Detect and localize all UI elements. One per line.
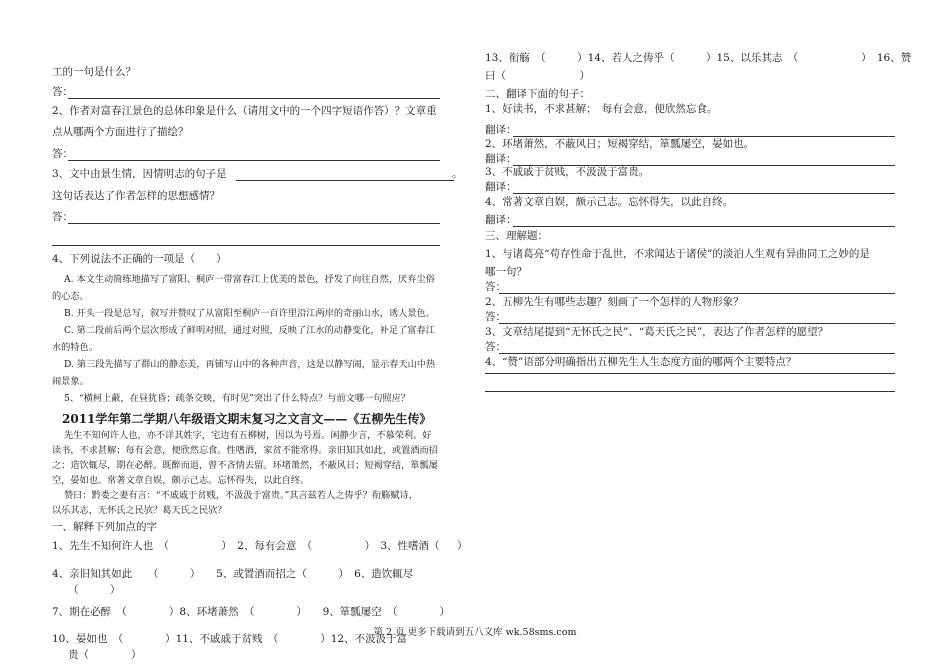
answer-line[interactable] (485, 373, 895, 374)
translate-item-1: 1、好读书，不求甚解； 每有会意，便欣然忘食。 (485, 103, 718, 115)
translate-label: 翻译： (485, 181, 517, 193)
answer-line[interactable] (499, 323, 895, 324)
answer-label: 答： (485, 311, 506, 323)
answer-line[interactable] (236, 180, 454, 181)
translate-item-4: 4、常著文章自娱，颇示己志。忘怀得失，以此自终。 (485, 196, 734, 208)
answer-label: 答： (52, 148, 73, 160)
answer-line[interactable] (513, 226, 895, 227)
option-d-line-1: D. 第三段先描写了群山的静态美，再铺写山中的各种声音，这是以静写闹，显示春天山中热 (64, 359, 436, 370)
passage-line: 读书，不求甚解；每有会意，便欣然忘食。性嗜酒，家贫不能常得。亲旧知其如此，或置酒而招 (52, 445, 438, 456)
understanding-1-line-1: 1、与诸葛亮“苟存性命于乱世，不求闻达于诸侯”的淡泊人生观有异曲同工之妙的是 (485, 248, 870, 260)
section-heading-1: 一、解释下列加点的字 (52, 521, 157, 533)
understanding-2: 2、五柳先生有哪些志趣？刻画了一个怎样的人物形象？ (485, 296, 744, 308)
question-2-line-1: 2、作者对富春江景色的总体印象是什么（请用文中的一个四字短语作答）？文章重 (52, 105, 437, 117)
q1-continuation: 工的一句是什么？ (52, 66, 136, 78)
option-a-line-1: A. 本文生动简练地描写了富阳、桐庐一带富春江上优美的景色，抒发了向往自然，厌弃尘俗 (64, 274, 435, 285)
exercise-row-cont: （ ） (68, 584, 121, 596)
answer-line[interactable] (68, 160, 440, 161)
answer-label: 答： (52, 211, 73, 223)
answer-line[interactable] (513, 136, 895, 137)
option-a-line-2: 的心态。 (52, 291, 89, 302)
exercise-row: 1、先生不知何许人也 （ ） 2、每有会意 （ ） 3、性嗜酒（ (52, 540, 440, 552)
option-d-line-2: 闹景象。 (52, 376, 89, 387)
exercise-row-end: ） (457, 540, 468, 552)
understanding-3: 3、文章结尾提到“无怀氏之民”、“葛天氏之民”，表达了作者怎样的愿望？ (485, 326, 829, 338)
answer-line[interactable] (499, 353, 895, 354)
exercise-row: 10、晏如也 （ ）11、不戚戚于贫贱 （ ）12、不汲汲于富 (52, 633, 408, 645)
answer-line[interactable] (513, 193, 895, 194)
understanding-4: 4、“赞”语部分明确指出五柳先生人生态度方面的哪两个主要特点？ (485, 356, 797, 368)
question-3-end: 。 (452, 168, 463, 180)
exercise-row-cont: 贵（ ） (68, 649, 142, 661)
passage-line: 先生不知何许人也，亦不详其姓字，宅边有五柳树，因以为号焉。闲静少言，不慕荣利。好 (64, 430, 432, 441)
answer-line[interactable] (485, 391, 895, 392)
answer-line[interactable] (68, 98, 440, 99)
exercise-row: 13、衔觞 （ ）14、若人之俦乎（ ）15、以乐其志 （ ） 16、赞 (485, 52, 912, 64)
page-footer: 第 2 页 更多下载请到五八文库 wk.58sms.com (373, 627, 577, 638)
translate-item-3: 3、不戚戚于贫贱，不汲汲于富贵。 (485, 166, 650, 178)
question-5: 5、“横柯上蔽，在昼犹昏；疏条交映，有时见”突出了什么特点？与前文哪一句照应？ (64, 393, 410, 404)
answer-line[interactable] (68, 223, 440, 224)
translate-item-2: 2、环堵萧然，不蔽风日；短褐穿结，箪瓢屡空，晏如也。 (485, 138, 755, 150)
question-3-line-2: 这句话表达了作者怎样的思想感情？ (52, 190, 220, 202)
question-2-line-2: 点从哪两个方面进行了描绘？ (52, 126, 189, 138)
option-c-line-1: C. 第二段前后两个层次形成了鲜明对照，通过对照，反映了江水的动静变化，补足了富春江 (64, 325, 435, 336)
passage-line: 之；造饮辄尽，期在必醉。既醉而退，曾不吝情去留。环堵萧然，不蔽风日；短褐穿结，箪瓢屡 (52, 460, 438, 471)
translate-label: 翻译： (485, 214, 517, 226)
section-heading-3: 三、理解题： (485, 230, 548, 242)
passage-line: 赞曰：黔娄之妻有言：“不戚戚于贫贱，不汲汲于富贵。”其言兹若人之俦乎？衔觞赋诗， (64, 490, 418, 501)
answer-line[interactable] (499, 293, 895, 294)
translate-label: 翻译： (485, 153, 517, 165)
section-title: 2011学年第二学期八年级语文期末复习之文言文——《五柳先生传》 (62, 412, 432, 426)
exercise-row: 4、亲旧知其如此 （ ） 5、或置酒而招之（ ） 6、造饮辄尽 (52, 568, 414, 580)
passage-line: 空，晏如也。常著文章自娱，颇示己志。忘怀得失，以此自终。 (52, 475, 310, 486)
answer-line[interactable] (52, 245, 440, 246)
answer-label: 答： (485, 281, 506, 293)
translate-label: 翻译： (485, 124, 517, 136)
option-c-line-2: 水的特色。 (52, 342, 98, 353)
section-heading-2: 二、翻译下面的句子： (485, 88, 590, 100)
answer-label: 答： (485, 341, 506, 353)
passage-line: 以乐其志，无怀氏之民欤？葛天氏之民欤？ (52, 505, 227, 516)
exercise-row: 7、期在必醉 （ ）8、环堵萧然 （ ） 9、箪瓢屡空 （ ） (52, 606, 451, 618)
understanding-1-line-2: 哪一句？ (485, 266, 527, 278)
answer-label: 答： (52, 86, 73, 98)
option-b: B. 开头一段是总写，叙写并赞叹了从富阳至桐庐一百许里沿江两岸的奇丽山水，诱人景色。 (64, 308, 435, 319)
exercise-row-cont: 曰（ ） (485, 70, 590, 82)
question-3-prefix: 3、文中由景生情，因情明志的句子是 (52, 168, 227, 180)
question-4: 4、下列说法不正确的一项是（ ） (52, 253, 227, 265)
